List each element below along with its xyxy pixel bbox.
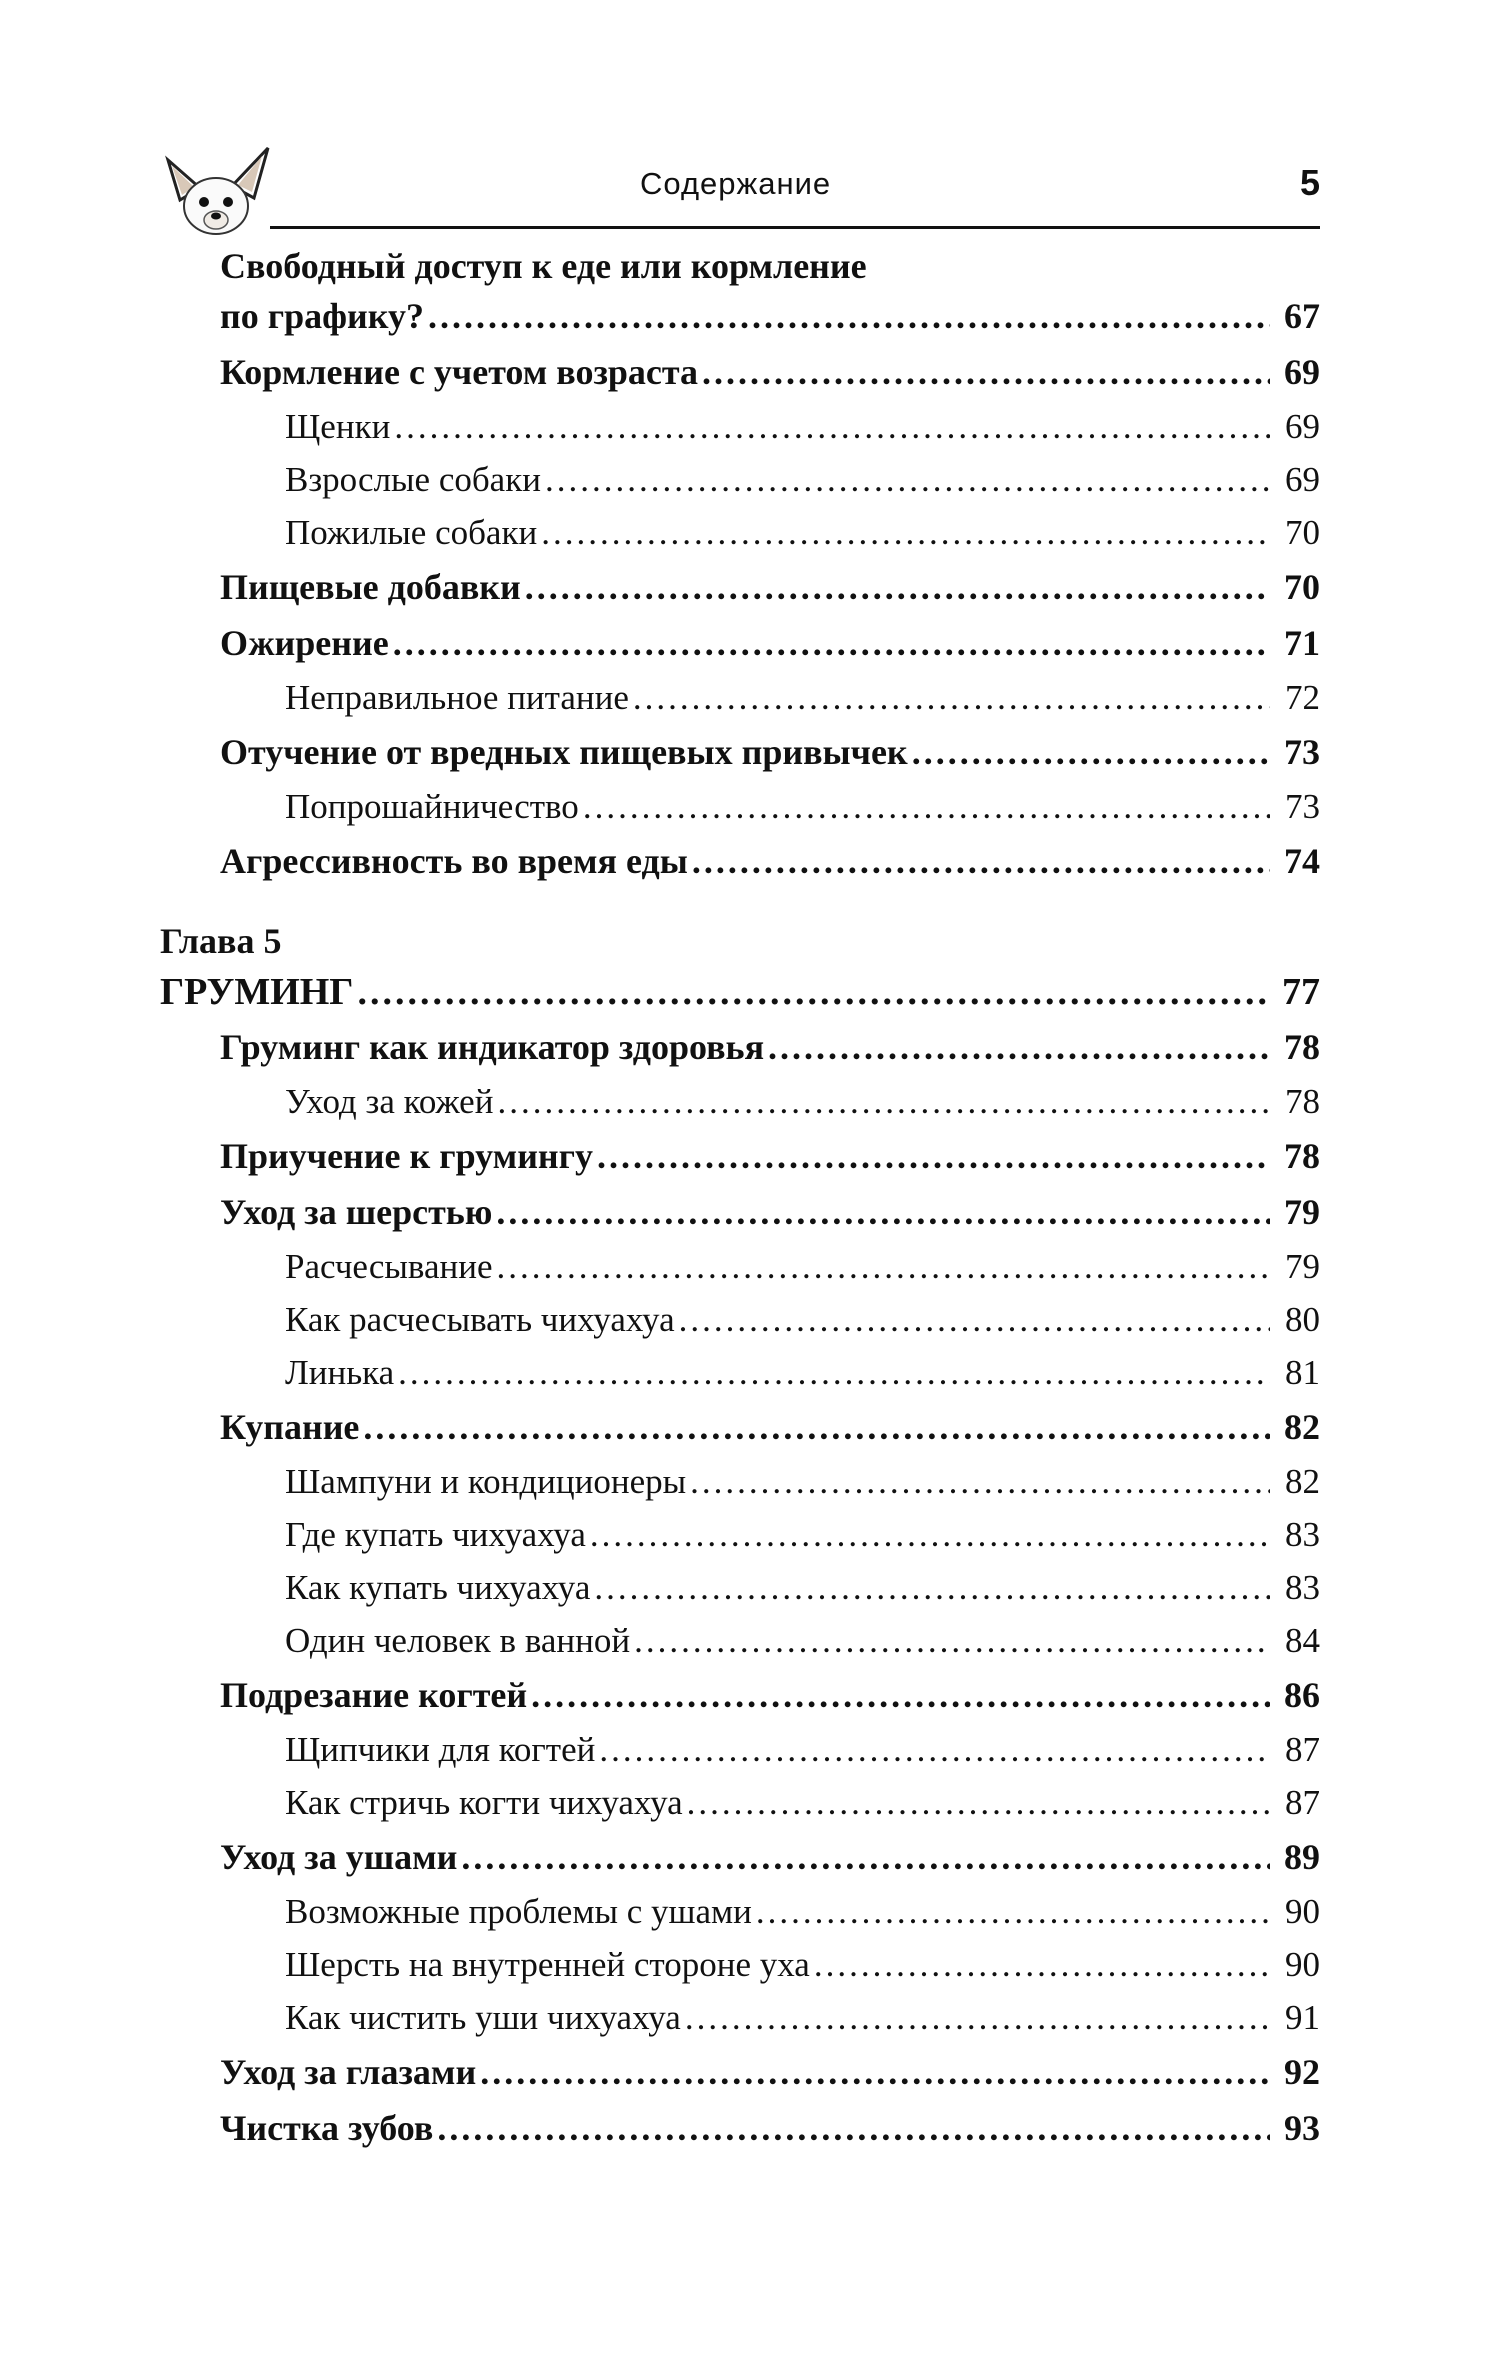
toc-page-number: 80 bbox=[1285, 1300, 1320, 1339]
toc-entry[interactable] bbox=[160, 2107, 1320, 2163]
toc-entry[interactable] bbox=[160, 460, 1320, 513]
dot-leader bbox=[912, 731, 1270, 773]
dot-leader bbox=[497, 1247, 1271, 1287]
toc-entry-text: Линька bbox=[285, 1353, 395, 1392]
toc-entry-text: Чистка зубов bbox=[220, 2108, 434, 2148]
toc-entries-group bbox=[160, 1026, 1320, 2163]
dot-leader bbox=[531, 1674, 1270, 1716]
toc-entry-text: Взрослые собаки bbox=[285, 460, 541, 499]
toc-page-number: 74 bbox=[1284, 841, 1320, 881]
toc-page-number: 70 bbox=[1285, 513, 1320, 552]
dot-leader bbox=[594, 1568, 1270, 1608]
toc-entry[interactable] bbox=[160, 1892, 1320, 1945]
toc-entry-text: Отучение от вредных пищевых привычек bbox=[220, 732, 908, 772]
toc-entry[interactable] bbox=[160, 1353, 1320, 1406]
dot-leader bbox=[497, 1082, 1270, 1122]
toc-page-number: 83 bbox=[1285, 1568, 1320, 1607]
toc-entry[interactable] bbox=[160, 1998, 1320, 2051]
toc-entry[interactable] bbox=[160, 1621, 1320, 1674]
toc-entry-text: Подрезание когтей bbox=[220, 1675, 528, 1715]
dot-leader bbox=[687, 1783, 1270, 1823]
toc-entry-text: Где купать чихуахуа bbox=[285, 1515, 586, 1554]
toc-entry-text: Агрессивность во время еды bbox=[220, 841, 688, 881]
toc-entry-text: Возможные проблемы с ушами bbox=[285, 1892, 752, 1931]
toc-page-number: 90 bbox=[1285, 1892, 1320, 1931]
toc-page-number: 86 bbox=[1284, 1675, 1320, 1715]
toc-entry-text: Пищевые добавки bbox=[220, 567, 521, 607]
toc-entry[interactable] bbox=[160, 1568, 1320, 1621]
toc-entry[interactable] bbox=[160, 1945, 1320, 1998]
dot-leader bbox=[545, 460, 1270, 500]
dot-leader bbox=[398, 1353, 1270, 1393]
dot-leader bbox=[692, 840, 1270, 882]
toc-entry[interactable] bbox=[160, 295, 1320, 351]
toc-page-number: 84 bbox=[1285, 1621, 1320, 1660]
toc-entry[interactable] bbox=[160, 407, 1320, 460]
dot-leader bbox=[363, 1406, 1270, 1448]
dot-leader bbox=[461, 1836, 1270, 1878]
toc-page-number: 89 bbox=[1284, 1837, 1320, 1877]
chihuahua-dog-icon bbox=[150, 140, 280, 250]
toc-chapter-entry[interactable] bbox=[160, 970, 1320, 1026]
toc-entry[interactable] bbox=[160, 1462, 1320, 1515]
toc-page-number: 69 bbox=[1285, 460, 1320, 499]
dot-leader bbox=[599, 1730, 1270, 1770]
dot-leader bbox=[358, 970, 1271, 1014]
toc-entry-text: Купание bbox=[220, 1407, 360, 1447]
toc-entry-text: Уход за ушами bbox=[220, 1837, 458, 1877]
toc-entry[interactable] bbox=[160, 1783, 1320, 1836]
toc-page-number: 82 bbox=[1284, 1407, 1320, 1447]
page-header bbox=[150, 130, 1320, 230]
dot-leader bbox=[541, 513, 1270, 553]
toc-page-number: 72 bbox=[1285, 678, 1320, 717]
toc-page-number: 82 bbox=[1285, 1462, 1320, 1501]
toc-entry-text: Приучение к грумингу bbox=[220, 1136, 594, 1176]
toc-entry-text: Расчесывание bbox=[285, 1247, 493, 1286]
dot-leader bbox=[393, 622, 1270, 664]
running-header-title: Содержание bbox=[640, 166, 832, 201]
toc-entry[interactable] bbox=[160, 1515, 1320, 1568]
toc-entry-text: Уход за глазами bbox=[220, 2052, 477, 2092]
toc-page-number: 79 bbox=[1285, 1247, 1320, 1286]
dot-leader bbox=[679, 1300, 1270, 1340]
dot-leader bbox=[768, 1026, 1270, 1068]
dot-leader bbox=[428, 295, 1270, 337]
toc-page-number: 69 bbox=[1285, 407, 1320, 446]
toc-entry-text: Как купать чихуахуа bbox=[285, 1568, 591, 1607]
toc-page-number: 83 bbox=[1285, 1515, 1320, 1554]
toc-entry[interactable] bbox=[160, 2051, 1320, 2107]
toc-page-number: 93 bbox=[1284, 2108, 1320, 2148]
toc-entry-text: Неправильное питание bbox=[285, 678, 629, 717]
toc-entry[interactable] bbox=[160, 840, 1320, 896]
toc-entry[interactable] bbox=[160, 1836, 1320, 1892]
toc-page-number: 69 bbox=[1284, 352, 1320, 392]
toc-entry[interactable] bbox=[160, 678, 1320, 731]
toc-page-number: 73 bbox=[1285, 787, 1320, 826]
toc-entry[interactable] bbox=[160, 1730, 1320, 1783]
toc-entry-text: Шампуни и кондиционеры bbox=[285, 1462, 687, 1501]
page-number: 5 bbox=[1299, 162, 1320, 203]
toc-entry[interactable] bbox=[160, 1674, 1320, 1730]
toc-page-number: 91 bbox=[1285, 1998, 1320, 2037]
dot-leader bbox=[525, 566, 1270, 608]
toc-entry-line1: Свободный доступ к еде или кормление bbox=[220, 246, 867, 286]
dot-leader bbox=[480, 2051, 1270, 2093]
header-rule bbox=[270, 226, 1320, 229]
toc-page-number: 78 bbox=[1285, 1082, 1320, 1121]
toc-entry-text: Щипчики для когтей bbox=[285, 1730, 596, 1769]
chapter-title: ГРУМИНГ bbox=[160, 971, 354, 1013]
dot-leader bbox=[690, 1462, 1270, 1502]
dot-leader bbox=[394, 407, 1270, 447]
toc-entry-text: Груминг как индикатор здоровья bbox=[220, 1027, 765, 1067]
toc-entry-text: Уход за шерстью bbox=[220, 1192, 493, 1232]
toc-page-number: 77 bbox=[1282, 971, 1320, 1013]
toc-entries-group bbox=[160, 351, 1320, 896]
toc-page-number: 78 bbox=[1284, 1136, 1320, 1176]
dot-leader bbox=[633, 678, 1270, 718]
toc-entry[interactable] bbox=[160, 622, 1320, 678]
toc-entry-text: Как стричь когти чихуахуа bbox=[285, 1783, 683, 1822]
dot-leader bbox=[814, 1945, 1270, 1985]
toc-entry[interactable] bbox=[160, 787, 1320, 840]
toc-page-number: 87 bbox=[1285, 1783, 1320, 1822]
toc-entry[interactable] bbox=[160, 351, 1320, 407]
dot-leader bbox=[597, 1135, 1270, 1177]
toc-page-number: 90 bbox=[1285, 1945, 1320, 1984]
toc-entry-text: Как расчесывать чихуахуа bbox=[285, 1300, 675, 1339]
toc-entry[interactable] bbox=[160, 513, 1320, 566]
toc-page-number: 81 bbox=[1285, 1353, 1320, 1392]
dot-leader bbox=[437, 2107, 1270, 2149]
dot-leader bbox=[702, 351, 1270, 393]
toc-entry-text: Уход за кожей bbox=[285, 1082, 494, 1121]
toc-entry[interactable] bbox=[160, 1135, 1320, 1191]
dot-leader bbox=[756, 1892, 1270, 1932]
toc-page-number: 67 bbox=[1284, 296, 1320, 336]
dot-leader bbox=[634, 1621, 1270, 1661]
toc-page-number: 73 bbox=[1284, 732, 1320, 772]
toc-entry-text: Один человек в ванной bbox=[285, 1621, 631, 1660]
toc-entry[interactable] bbox=[160, 1300, 1320, 1353]
toc-entry-text: Попрошайничество bbox=[285, 787, 579, 826]
dot-leader bbox=[685, 1998, 1270, 2038]
dot-leader bbox=[590, 1515, 1270, 1555]
toc-entry-text: Кормление с учетом возраста bbox=[220, 352, 699, 392]
toc-entry[interactable] bbox=[160, 1247, 1320, 1300]
dot-leader bbox=[496, 1191, 1270, 1233]
toc-page-number: 92 bbox=[1284, 2052, 1320, 2092]
dot-leader bbox=[583, 787, 1270, 827]
chapter-label: Глава 5 bbox=[160, 921, 282, 961]
toc-entry-text: Пожилые собаки bbox=[285, 513, 538, 552]
toc-entry[interactable] bbox=[160, 566, 1320, 622]
toc-entry-text: по графику? bbox=[220, 296, 424, 336]
toc-entry[interactable] bbox=[160, 1191, 1320, 1247]
toc-entry-text: Как чистить уши чихуахуа bbox=[285, 1998, 681, 2037]
table-of-contents bbox=[160, 245, 1320, 2163]
toc-page-number: 71 bbox=[1284, 623, 1320, 663]
toc-page-number: 87 bbox=[1285, 1730, 1320, 1769]
toc-entry[interactable] bbox=[160, 1406, 1320, 1462]
toc-entry[interactable] bbox=[160, 1082, 1320, 1135]
toc-entry[interactable] bbox=[160, 731, 1320, 787]
toc-entry-text: Щенки bbox=[285, 407, 391, 446]
toc-page-number: 78 bbox=[1284, 1027, 1320, 1067]
toc-entry-text: Шерсть на внутренней стороне уха bbox=[285, 1945, 810, 1984]
toc-page-number: 79 bbox=[1284, 1192, 1320, 1232]
toc-page-number: 70 bbox=[1284, 567, 1320, 607]
toc-entry[interactable] bbox=[160, 1026, 1320, 1082]
toc-entry-text: Ожирение bbox=[220, 623, 389, 663]
